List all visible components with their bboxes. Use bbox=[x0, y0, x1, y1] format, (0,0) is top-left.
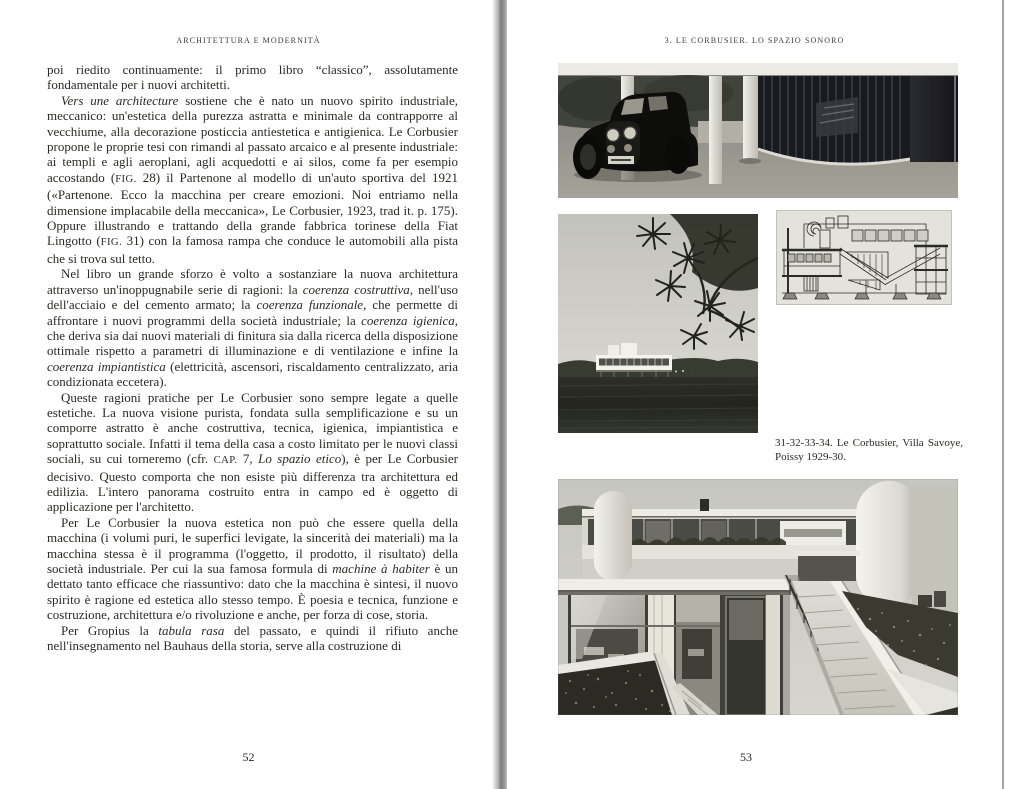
photo-car-under-pilotis bbox=[558, 63, 958, 198]
page-left bbox=[0, 0, 497, 789]
running-head-left: ARCHITETTURA E MODERNITÀ bbox=[176, 36, 321, 45]
drawing-villa-section bbox=[776, 210, 952, 305]
photo-roof-terrace-ramp bbox=[558, 479, 958, 715]
page-number-left: 52 bbox=[242, 750, 255, 764]
drawing-villa-section-image bbox=[776, 210, 952, 305]
page-edge-line bbox=[1002, 0, 1004, 789]
figure-caption: 31-32-33-34. Le Corbusier, Villa Savoye, Poissy 1929-30. bbox=[775, 437, 963, 463]
paragraph: Per Gropius la tabula rasa del passato, e quindi il rifiuto anche nell'insegnamento nel Bauhaus della storia, serve alla costruzione di bbox=[47, 622, 458, 654]
photo-villa-in-meadow-image bbox=[558, 214, 758, 433]
body-text bbox=[47, 62, 458, 730]
paragraph: Nel libro un grande sforzo è volto a sostanziare la nuova architettura attraverso un'inoppugnabile serie di ragioni: la coerenza costruttiva, nell'uso dell'acciaio e del cemento armato; la coerenza funzionale, che permette di affrontare i nuovi programmi della società industriale; la coerenza igienica, che deriva sia dai nuovi materiali di finitura sia dalla ricerca della disposizione ottimale rispetto a parametri di illuminazione e di ventilazione e infine la coerenza impiantistica (elettricità, ascensori, riscaldamento centralizzato, aria condizionata eccetera). bbox=[47, 266, 458, 390]
page-number-right: 53 bbox=[740, 750, 752, 764]
photo-villa-in-meadow bbox=[558, 214, 758, 433]
photo-car-under-pilotis-image bbox=[558, 63, 958, 198]
running-head-right: 3. LE CORBUSIER. LO SPAZIO SONORO bbox=[664, 36, 845, 45]
paragraph: Queste ragioni pratiche per Le Corbusier sono sempre legate a quelle estetiche. La nuova visione purista, fondata sulla semplificazione e su un comporre astratto è anche costruttiva, tecnica, igienica, impiantistica e soprattutto sociale. Infatti il tema della casa a costo limitato per le nuovi classi sociali, su cui torneremo (cfr. CAP. 7, Lo spazio etico), è per Le Corbusier decisivo. Questo comporta che non esiste più differenza tra architettura ed edilizia. L'intero panorama costruito entra in campo ed è oggetto di applicazione per l'architetto. bbox=[47, 389, 458, 515]
paragraph: poi riedito continuamente: il primo libro “classico”, assolutamente fondamentale per i nuovi architetti. bbox=[47, 62, 458, 93]
paragraph: Per Le Corbusier la nuova estetica non può che essere quella della macchina (i volumi puri, le superfici levigate, la sincerità dei materiali) ma la macchina stessa è il programma (l'oggetto, il prodotto, il risultato) della società industriale. Per cui la sua famosa formula di machine à habiter è un dettato tanto efficace che riassuntivo: dato che la macchina è sintesi, il nuovo spirito è ragione ed estetica allo stesso tempo. È poesia e tecnica, funzione e costruzione, architettura e/o rivoluzione e anche, per forza di cose, storia. bbox=[47, 514, 458, 623]
photo-roof-terrace-ramp-image bbox=[558, 479, 958, 715]
paragraph: Vers une architecture sostiene che è nato un nuovo spirito industriale, meccanico: un'estetica della purezza astratta e minimale da contrapporre al vecchiume, alla decorazione posticcia antiestetica e antigienica. Le Corbusier propone le proprie tesi con rimandi al passato arcaico e al presente industriale: ai templi e agli aeroplani, agli acquedotti e ai silos, come fa per esempio accostando (FIG. 28) il Partenone al modello di un'auto sportiva del 1921 («Partenone. Ecco la macchina per creare emozioni. Noi entriamo nella dimensione implacabile della meccanica», Le Corbusier, 1923, trad it. p. 175). Oppure illustrando e trattando della grande fabbrica torinese della Fiat Lingotto (FIG. 31) con la famosa rampa che conduce le automobili alla pista che si trova sul tetto. bbox=[47, 92, 458, 266]
